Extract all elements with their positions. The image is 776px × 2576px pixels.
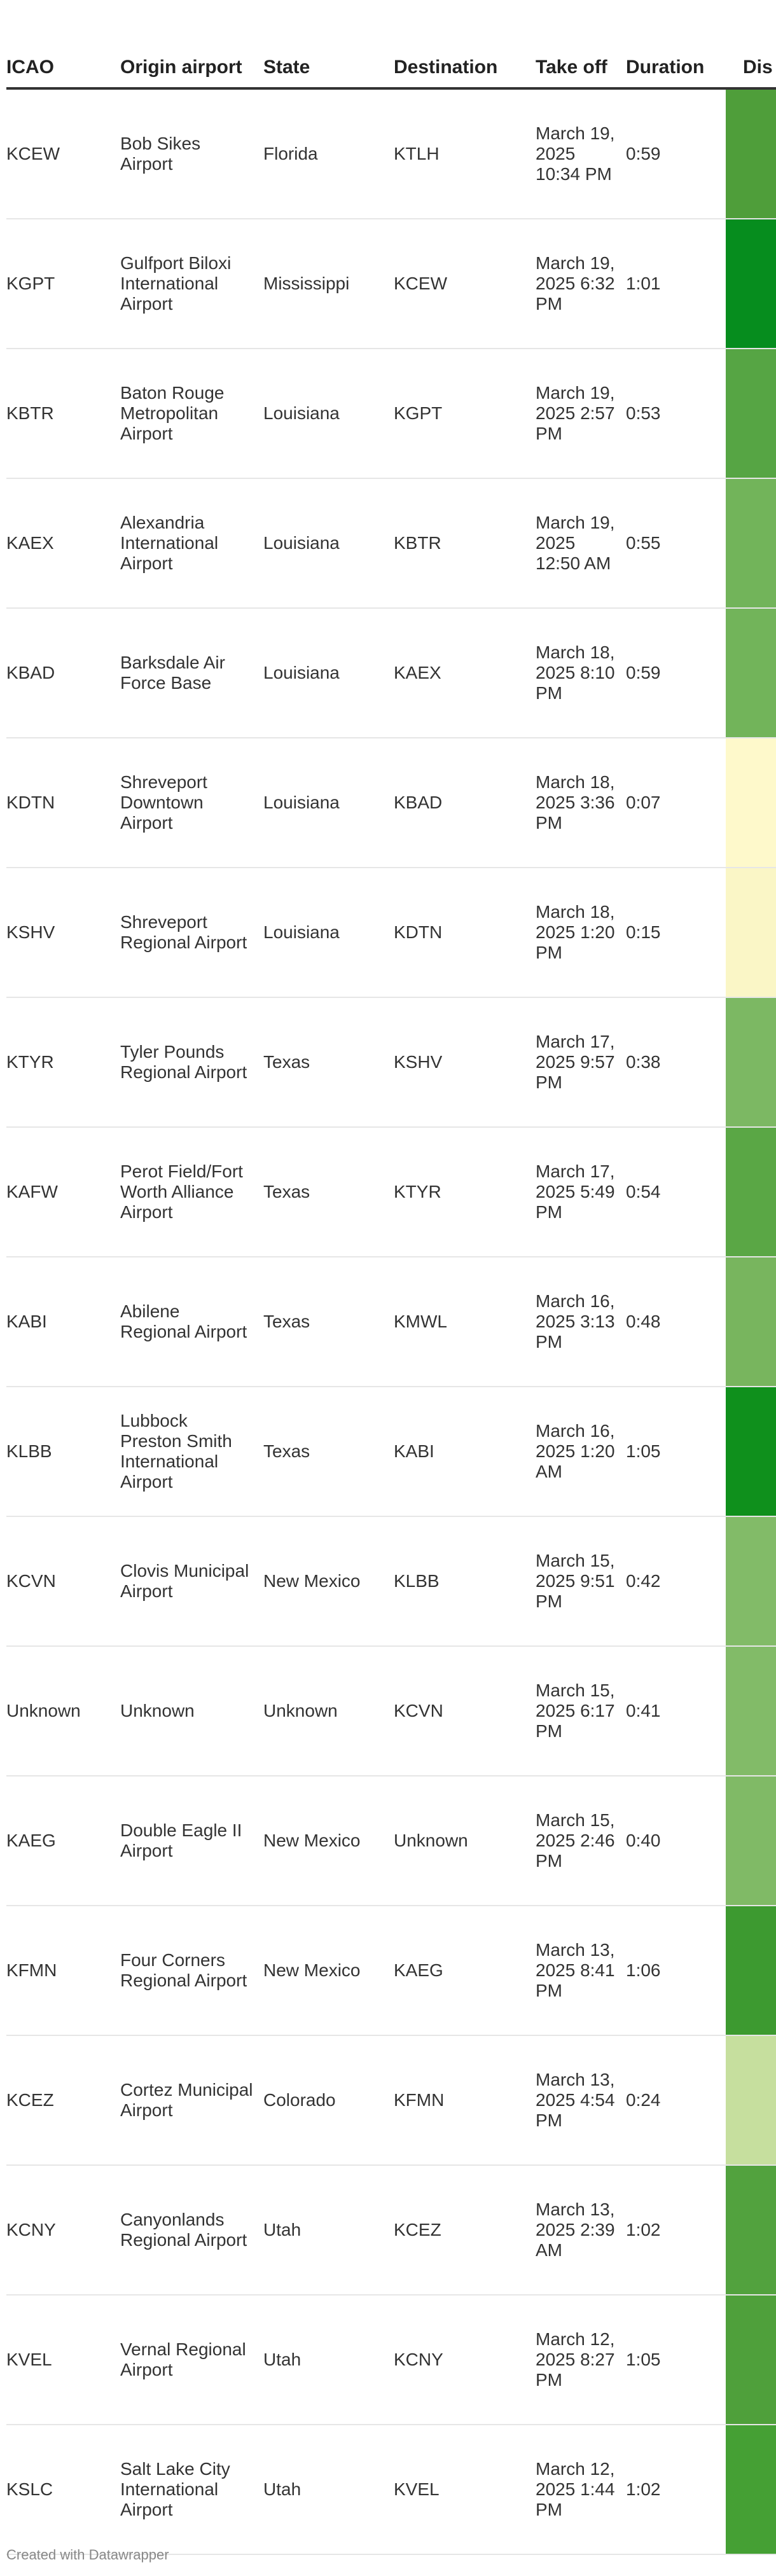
cell-destination: KGPT [394, 403, 443, 423]
cell-icao: KSHV [6, 922, 55, 942]
cell-state: New Mexico [263, 1831, 361, 1850]
cell-destination: KCNY [394, 2350, 443, 2369]
table-row [6, 1387, 776, 1517]
cell-icao: KFMN [6, 1960, 57, 1980]
cell-icao: KTYR [6, 1052, 54, 1072]
header-origin-airport[interactable]: Origin airport [120, 57, 242, 78]
table-row [6, 1647, 776, 1776]
header-distance[interactable]: Dis [743, 57, 773, 78]
cell-duration: 0:59 [626, 144, 661, 163]
distance-color-cell [726, 1128, 776, 1256]
cell-destination: KVEL [394, 2479, 440, 2499]
cell-destination: KCVN [394, 1701, 443, 1721]
cell-destination: KTYR [394, 1182, 441, 1201]
cell-origin-airport: Alexandria International Airport [120, 513, 219, 573]
cell-state: New Mexico [263, 1571, 361, 1591]
cell-duration: 1:05 [626, 2350, 661, 2369]
cell-icao: KLBB [6, 1441, 52, 1461]
cell-duration: 0:07 [626, 793, 661, 812]
cell-origin-airport: Perot Field/Fort Worth Alliance Airport [120, 1161, 243, 1222]
table-row [6, 868, 776, 998]
cell-duration: 1:02 [626, 2479, 661, 2499]
cell-icao: KCVN [6, 1571, 56, 1591]
cell-state: Louisiana [263, 403, 340, 423]
cell-take-off: March 13, 2025 8:41 PM [536, 1940, 615, 2000]
cell-take-off: March 15, 2025 2:46 PM [536, 1810, 615, 1871]
cell-duration: 0:40 [626, 1831, 661, 1850]
table-row [6, 2166, 776, 2296]
cell-take-off: March 19, 2025 10:34 PM [536, 123, 615, 184]
cell-duration: 1:01 [626, 274, 661, 293]
cell-origin-airport: Bob Sikes Airport [120, 134, 201, 174]
cell-origin-airport: Gulfport Biloxi International Airport [120, 253, 232, 314]
cell-origin-airport: Four Corners Regional Airport [120, 1950, 247, 1990]
distance-color-cell [726, 1906, 776, 2035]
cell-icao: KSLC [6, 2479, 53, 2499]
table-row [6, 1906, 776, 2036]
cell-icao: KABI [6, 1312, 47, 1331]
cell-duration: 0:59 [626, 663, 661, 682]
cell-take-off: March 15, 2025 6:17 PM [536, 1680, 615, 1741]
distance-color-cell [726, 1647, 776, 1775]
cell-state: Utah [263, 2479, 301, 2499]
cell-take-off: March 13, 2025 4:54 PM [536, 2070, 615, 2130]
cell-state: Florida [263, 144, 318, 163]
table-row [6, 90, 776, 219]
table-row [6, 998, 776, 1128]
cell-destination: KCEW [394, 274, 447, 293]
table-row [6, 219, 776, 349]
cell-take-off: March 16, 2025 1:20 AM [536, 1421, 615, 1481]
cell-origin-airport: Salt Lake City International Airport [120, 2459, 230, 2519]
cell-duration: 0:48 [626, 1312, 661, 1331]
cell-icao: KCEZ [6, 2090, 54, 2110]
cell-origin-airport: Canyonlands Regional Airport [120, 2210, 247, 2250]
distance-color-cell [726, 2036, 776, 2164]
cell-destination: KAEX [394, 663, 441, 682]
distance-color-cell [726, 1517, 776, 1645]
table-row [6, 609, 776, 738]
cell-take-off: March 17, 2025 9:57 PM [536, 1032, 615, 1092]
distance-color-cell [726, 1776, 776, 1905]
cell-take-off: March 18, 2025 3:36 PM [536, 772, 615, 833]
cell-destination: KSHV [394, 1052, 443, 1072]
cell-state: Louisiana [263, 793, 340, 812]
cell-state: Colorado [263, 2090, 336, 2110]
cell-state: Mississippi [263, 274, 350, 293]
cell-take-off: March 13, 2025 2:39 AM [536, 2199, 615, 2260]
cell-destination: KLBB [394, 1571, 440, 1591]
table-row [6, 2036, 776, 2166]
header-duration[interactable]: Duration [626, 57, 705, 78]
cell-destination: KBAD [394, 793, 443, 812]
distance-color-cell [726, 998, 776, 1126]
cell-state: New Mexico [263, 1960, 361, 1980]
cell-icao: KCNY [6, 2220, 56, 2240]
distance-color-cell [726, 349, 776, 478]
header-destination[interactable]: Destination [394, 57, 498, 78]
cell-state: Utah [263, 2220, 301, 2240]
cell-take-off: March 19, 2025 12:50 AM [536, 513, 615, 573]
cell-origin-airport: Tyler Pounds Regional Airport [120, 1042, 247, 1082]
distance-color-cell [726, 90, 776, 218]
cell-destination: KFMN [394, 2090, 445, 2110]
cell-icao: KAEG [6, 1831, 56, 1850]
cell-take-off: March 15, 2025 9:51 PM [536, 1551, 615, 1611]
table-row [6, 738, 776, 868]
cell-destination: KAEG [394, 1960, 443, 1980]
cell-icao: KCEW [6, 144, 60, 163]
cell-duration: 0:54 [626, 1182, 661, 1201]
cell-state: Texas [263, 1182, 310, 1201]
cell-duration: 1:02 [626, 2220, 661, 2240]
table-row [6, 2425, 776, 2555]
distance-color-cell [726, 219, 776, 348]
distance-color-cell [726, 2296, 776, 2424]
cell-state: Louisiana [263, 663, 340, 682]
cell-origin-airport: Unknown [120, 1701, 195, 1721]
cell-icao: KGPT [6, 274, 55, 293]
cell-take-off: March 16, 2025 3:13 PM [536, 1291, 615, 1352]
distance-color-cell [726, 479, 776, 607]
cell-duration: 0:15 [626, 922, 661, 942]
distance-color-cell [726, 2166, 776, 2294]
cell-origin-airport: Abilene Regional Airport [120, 1301, 247, 1341]
cell-duration: 1:06 [626, 1960, 661, 1980]
cell-take-off: March 17, 2025 5:49 PM [536, 1161, 615, 1222]
cell-destination: KTLH [394, 144, 440, 163]
cell-duration: 0:41 [626, 1701, 661, 1721]
table-header [6, 0, 776, 90]
table-row [6, 1128, 776, 1257]
cell-duration: 0:53 [626, 403, 661, 423]
cell-icao: KBAD [6, 663, 55, 682]
cell-origin-airport: Barksdale Air Force Base [120, 653, 225, 693]
cell-origin-airport: Clovis Municipal Airport [120, 1561, 249, 1601]
distance-color-cell [726, 609, 776, 737]
cell-state: Unknown [263, 1701, 338, 1721]
cell-origin-airport: Vernal Regional Airport [120, 2339, 246, 2379]
cell-take-off: March 19, 2025 6:32 PM [536, 253, 615, 314]
table-row [6, 1517, 776, 1647]
cell-icao: KDTN [6, 793, 55, 812]
cell-state: Louisiana [263, 533, 340, 553]
table-body [6, 90, 776, 2555]
header-icao[interactable]: ICAO [6, 57, 54, 78]
cell-origin-airport: Baton Rouge Metropolitan Airport [120, 383, 225, 443]
table-row [6, 479, 776, 609]
cell-state: Utah [263, 2350, 301, 2369]
header-take-off[interactable]: Take off [536, 57, 607, 78]
cell-destination: KMWL [394, 1312, 447, 1331]
cell-icao: KAEX [6, 533, 54, 553]
cell-take-off: March 18, 2025 1:20 PM [536, 902, 615, 962]
cell-state: Texas [263, 1312, 310, 1331]
cell-icao: KVEL [6, 2350, 52, 2369]
cell-destination: KDTN [394, 922, 443, 942]
cell-take-off: March 19, 2025 2:57 PM [536, 383, 615, 443]
cell-duration: 1:05 [626, 1441, 661, 1461]
cell-origin-airport: Lubbock Preston Smith International Airport [120, 1411, 232, 1492]
cell-origin-airport: Shreveport Downtown Airport [120, 772, 207, 833]
table-row [6, 349, 776, 479]
flights-table [6, 0, 776, 2555]
distance-color-cell [726, 1387, 776, 1516]
table-row [6, 2296, 776, 2425]
cell-origin-airport: Shreveport Regional Airport [120, 912, 247, 952]
cell-origin-airport: Cortez Municipal Airport [120, 2080, 253, 2120]
cell-icao: Unknown [6, 1701, 81, 1721]
table-row [6, 1257, 776, 1387]
cell-duration: 0:55 [626, 533, 661, 553]
cell-take-off: March 12, 2025 8:27 PM [536, 2329, 615, 2390]
cell-destination: KCEZ [394, 2220, 441, 2240]
footer-credit[interactable]: Created with Datawrapper [6, 2547, 169, 2563]
cell-origin-airport: Double Eagle II Airport [120, 1820, 242, 1860]
cell-destination: Unknown [394, 1831, 468, 1850]
cell-state: Texas [263, 1052, 310, 1072]
distance-color-cell [726, 868, 776, 997]
cell-state: Louisiana [263, 922, 340, 942]
cell-take-off: March 18, 2025 8:10 PM [536, 642, 615, 703]
header-state[interactable]: State [263, 57, 310, 78]
cell-take-off: March 12, 2025 1:44 PM [536, 2459, 615, 2519]
table-row [6, 1776, 776, 1906]
cell-state: Texas [263, 1441, 310, 1461]
cell-duration: 0:38 [626, 1052, 661, 1072]
cell-duration: 0:24 [626, 2090, 661, 2110]
cell-duration: 0:42 [626, 1571, 661, 1591]
distance-color-cell [726, 738, 776, 867]
cell-icao: KAFW [6, 1182, 58, 1201]
distance-color-cell [726, 1257, 776, 1386]
cell-destination: KABI [394, 1441, 434, 1461]
cell-icao: KBTR [6, 403, 54, 423]
distance-color-cell [726, 2425, 776, 2554]
cell-destination: KBTR [394, 533, 441, 553]
